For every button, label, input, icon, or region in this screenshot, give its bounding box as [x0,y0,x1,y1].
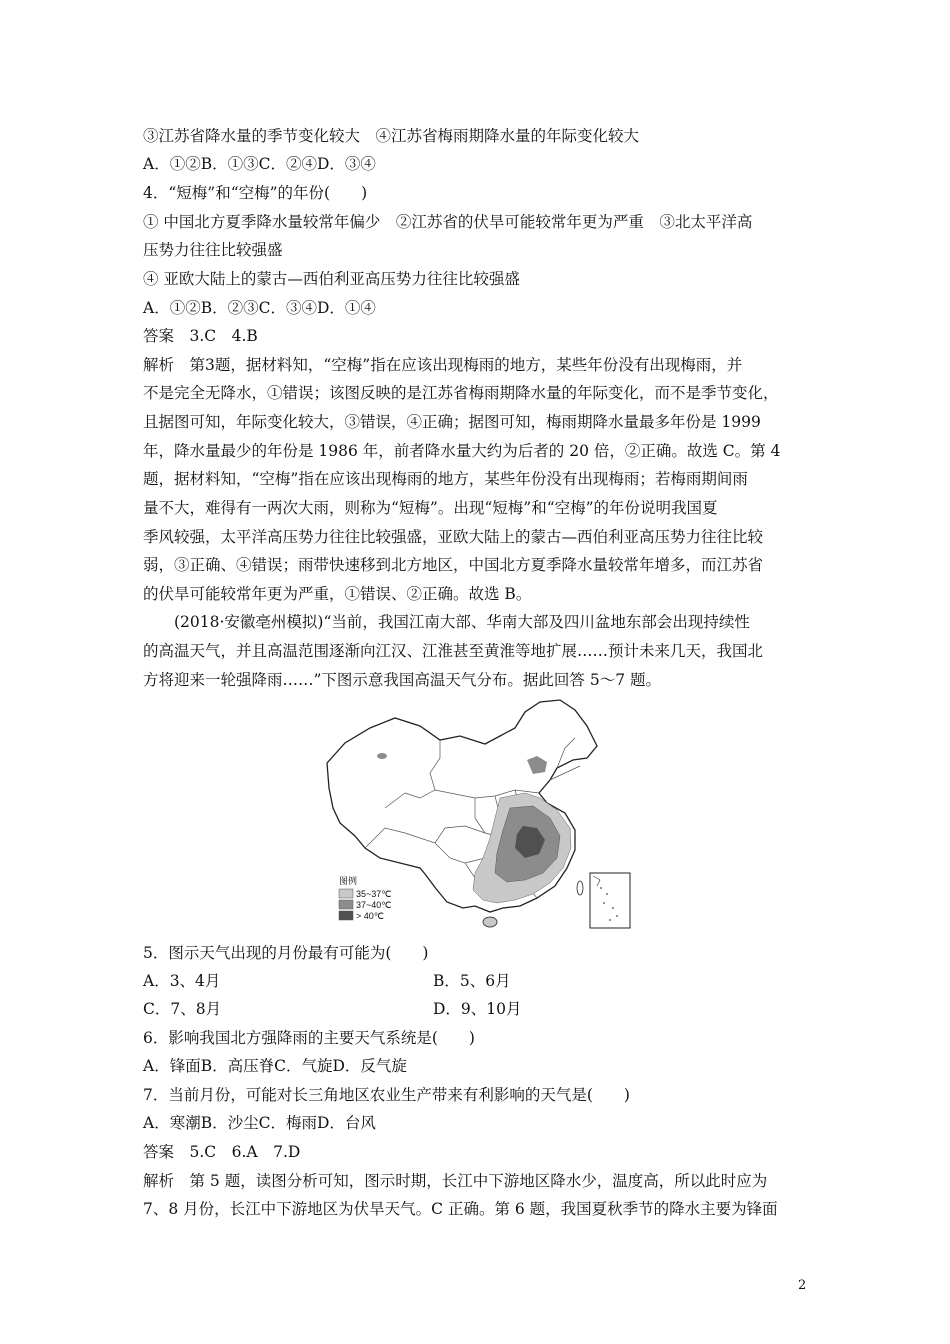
legend-swatch [339,889,353,898]
material-line: 方将迎来一轮强降雨……”下图示意我国高温天气分布。据此回答 5～7 题。 [143,671,662,689]
option-c: C．7、8月 [143,1000,222,1018]
analysis-line: 年，降水量最少的年份是 1986 年，前者降水量大约为后者的 20 倍，②正确。故选 C。第 4 [143,442,781,460]
china-outline [327,700,597,912]
question-6-options: A．锋面B．高压脊C．气旋D．反气旋 [143,1057,407,1075]
analysis-line: 弱，③正确、④错误；雨带快速移到北方地区，中国北方夏季降水量较常年增多，而江苏省 [143,556,764,574]
china-temperature-map [325,698,635,930]
analysis-line: 题，据材料知，“空梅”指在应该出现梅雨的地方，某些年份没有出现梅雨；若梅雨期间雨 [143,470,748,488]
analysis-line: 不是完全无降水，①错误；该图反映的是江苏省梅雨期降水量的年际变化，而不是季节变化， [143,384,779,402]
text-line: 压势力往往比较强盛 [143,241,283,259]
question-7-stem: 7．当前月份，可能对长三角地区农业生产带来有利影响的天气是( ) [143,1086,630,1104]
question-7-options: A．寒潮B．沙尘C．梅雨D．台风 [143,1114,376,1132]
page-number: 2 [798,1278,807,1293]
analysis-line: 的伏旱可能较常年更为严重，①错误、②正确。故选 B。 [143,585,532,603]
text-line: ③江苏省降水量的季节变化较大 ④江苏省梅雨期降水量的年际变化较大 [143,127,640,145]
text-line: ① 中国北方夏季降水量较常年偏少 ②江苏省的伏旱可能较常年更为严重 ③北太平洋高 [143,213,753,231]
legend-label: 35~37℃ [356,889,392,899]
legend-swatch [339,911,353,920]
answer-line: 答案 5.C 6.A 7.D [143,1143,301,1161]
analysis-line: 解析 第 5 题，读图分析可知，图示时期，长江中下游地区降水少，温度高，所以此时应为 [143,1172,768,1190]
question-5-stem: 5．图示天气出现的月份最有可能为( ) [143,944,429,962]
material-line: (2018·安徽亳州模拟)“当前，我国江南大部、华南大部及四川盆地东部会出现持续性 [143,613,750,631]
legend-label: 37~40℃ [356,900,392,910]
question-6-stem: 6．影响我国北方强降雨的主要天气系统是( ) [143,1029,475,1047]
analysis-line: 且据图可知，年际变化较大，③错误，④正确；据图可知，梅雨期降水量最多年份是 1999 [143,413,761,431]
map-legend [339,875,391,921]
option-b: B．5、6月 [433,972,511,990]
hainan-island [483,917,497,927]
material-line: 的高温天气，并且高温范围逐渐向江汉、江淮甚至黄淮等地扩展……预计未来几天，我国北 [143,642,764,660]
analysis-line: 量不大，难得有一两次大雨，则称为“短梅”。出现“短梅”和“空梅”的年份说明我国夏 [143,499,718,517]
option-a: A．3、4月 [143,972,221,990]
option-d: D．9、10月 [433,1000,522,1018]
analysis-line: 7、8 月份，长江中下游地区为伏旱天气。C 正确。第 6 题，我国夏秋季节的降水主要为锋面 [143,1200,778,1218]
legend-label: > 40℃ [356,911,384,921]
legend-swatch [339,900,353,909]
analysis-line: 解析 第3题，据材料知，“空梅”指在应该出现梅雨的地方，某些年份没有出现梅雨，并 [143,356,743,374]
text-line: A．①②B．①③C．②④D．③④ [143,155,376,173]
answer-line: 答案 3.C 4.B [143,327,258,345]
analysis-line: 季风较强，太平洋高压势力往往比较强盛，亚欧大陆上的蒙古—西伯利亚高压势力往往比较 [143,528,764,546]
legend-title: 图例 [339,876,358,886]
taiwan-island [577,881,583,895]
text-line: ④ 亚欧大陆上的蒙古—西伯利亚高压势力往往比较强盛 [143,270,520,288]
question-4-stem: 4．“短梅”和“空梅”的年份( ) [143,184,368,202]
text-line: A．①②B．②③C．③④D．①④ [143,299,376,317]
